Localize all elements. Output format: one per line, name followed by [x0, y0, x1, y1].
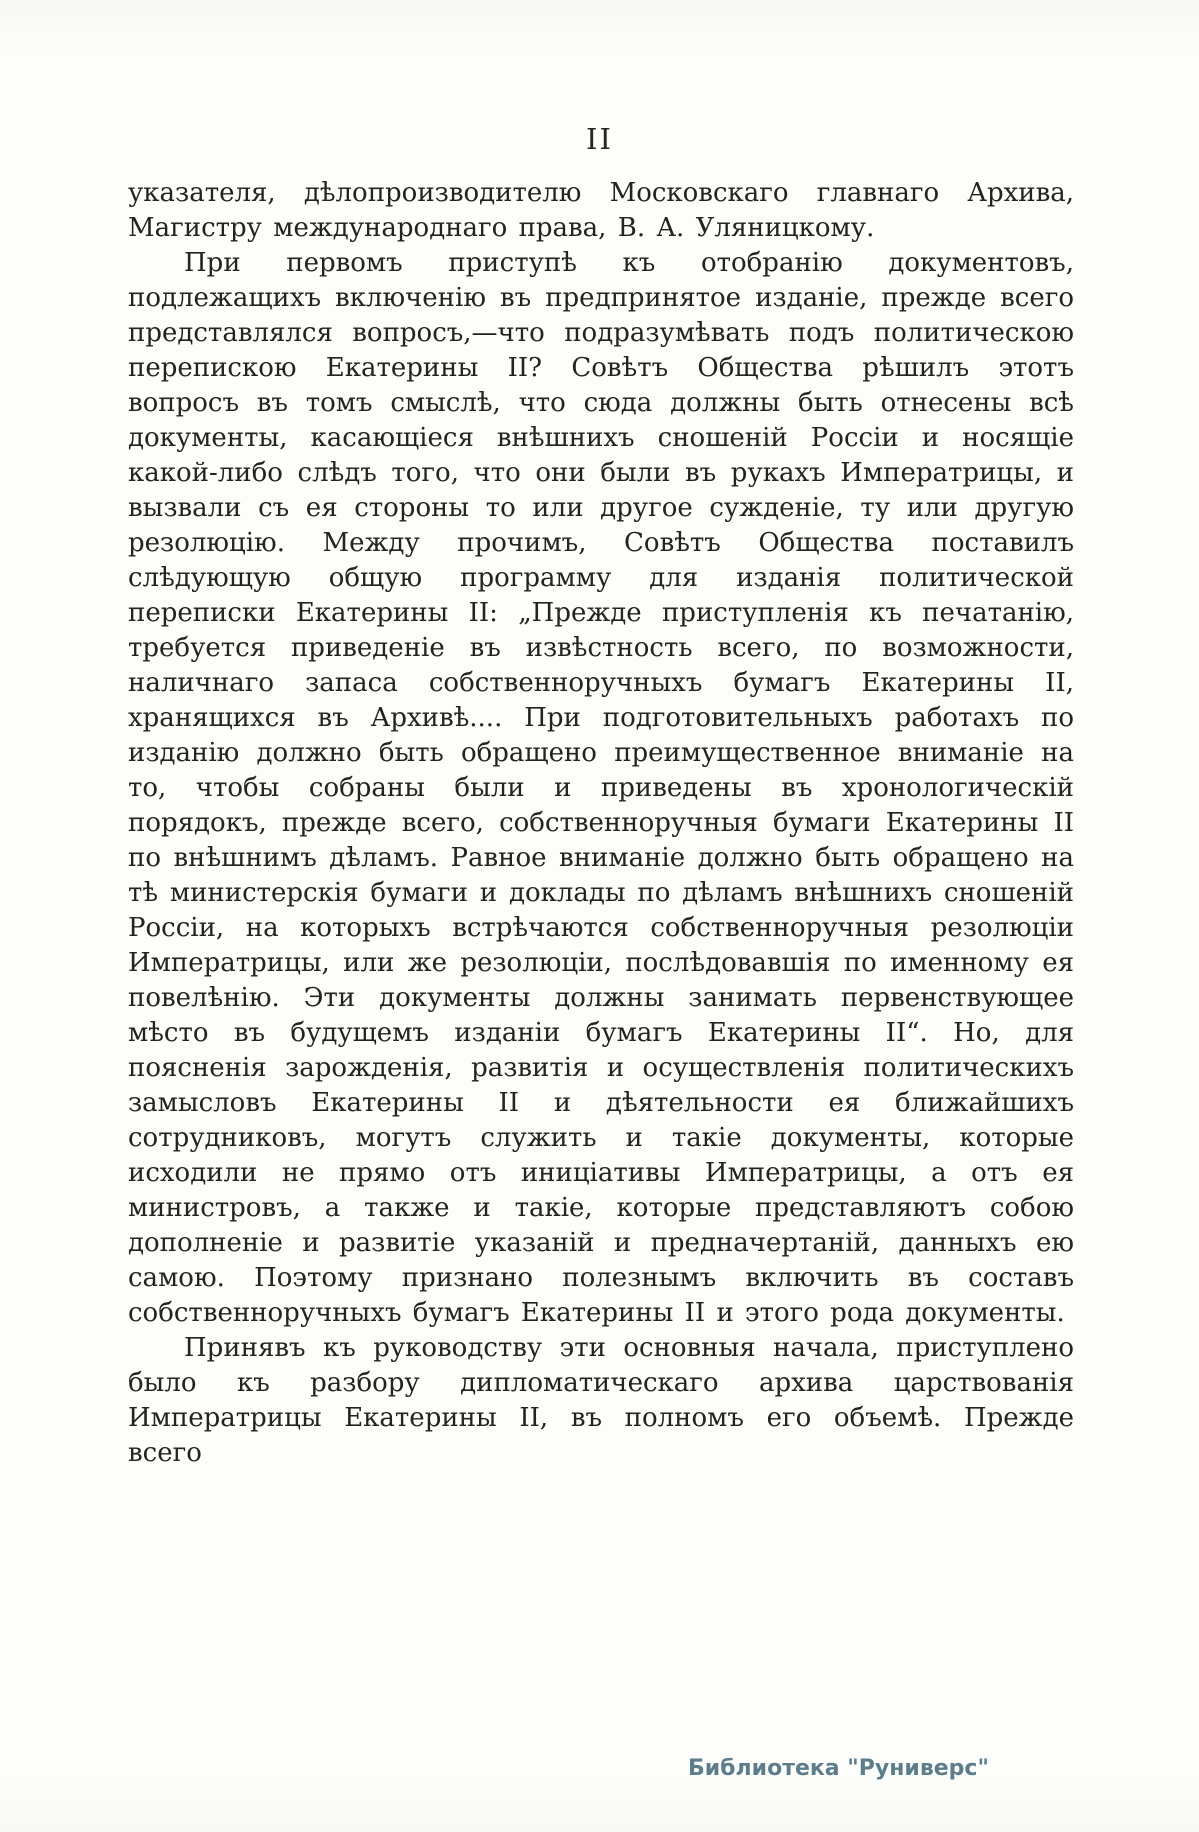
paragraph: При первомъ приступѣ къ отобранію документовъ, подлежащихъ включенію въ предпринятое изданіе, прежде всего представлялся вопросъ,—что подразумѣвать подъ политическою перепискою Екатерины II? Совѣтъ Общества рѣшилъ этотъ вопросъ въ томъ смыслѣ, что сюда должны быть отнесены всѣ документы, касающіеся внѣшнихъ сношеній Россіи и носящіе какой-либо слѣдъ того, что они были въ рукахъ Императрицы, и вызвали съ ея стороны то или другое сужденіе, ту или другую резолюцію. Между прочимъ, Совѣтъ Общества поставилъ слѣдующую общую программу для изданія политической переписки Екатерины II: „Прежде приступленія къ печатанію, требуется приведеніе въ извѣстность всего, по возможности, наличнаго запаса собственноручныхъ бумагъ Екатерины II, хранящихся въ Архивѣ.... При подготовительныхъ работахъ по изданію должно быть обращено преимущественное вниманіе на то, чтобы собраны были и приведены въ хронологическій порядокъ, прежде всего, собственноручныя бумаги Екатерины II по внѣшнимъ дѣламъ. Равное вниманіе должно быть обращено на тѣ министерскія бумаги и доклады по дѣламъ внѣшнихъ сношеній Россіи, на которыхъ встрѣчаются собственноручныя резолюціи Императрицы, или же резолюціи, послѣдовавшія по именному ея повелѣнію. Эти документы должны занимать первенствующее мѣсто въ будущемъ изданіи бумагъ Екатерины II“. Но, для поясненія зарожденія, развитія и осуществленія политическихъ замысловъ Екатерины II и дѣятельности ея ближайшихъ сотрудниковъ, могутъ служить и такіе документы, которые исходили не прямо отъ иниціативы Императрицы, а отъ ея министровъ, а также и такіе, которые представляютъ собою дополненіе и развитіе указаній и предначертаній, данныхъ ею самою. Поэтому признано полезнымъ включить въ составъ собственноручныхъ бумагъ Екатерины II и этого рода документы. [128, 248, 1074, 1328]
page-number: II [586, 122, 613, 156]
library-watermark: Библиотека "Руниверс" [688, 1756, 989, 1781]
paragraph-continuation: указателя, дѣлопроизводителю Московскаго главнаго Архива, Магистру международнаго права, В. А. Уляницкому. [128, 178, 1074, 243]
paragraph: Принявъ къ руководству эти основныя начала, приступлено было къ разбору дипломатическаго архива царствованія Императрицы Екатерины II, въ полномъ его объемѣ. Прежде всего [128, 1333, 1074, 1468]
body-text [128, 176, 1074, 1471]
